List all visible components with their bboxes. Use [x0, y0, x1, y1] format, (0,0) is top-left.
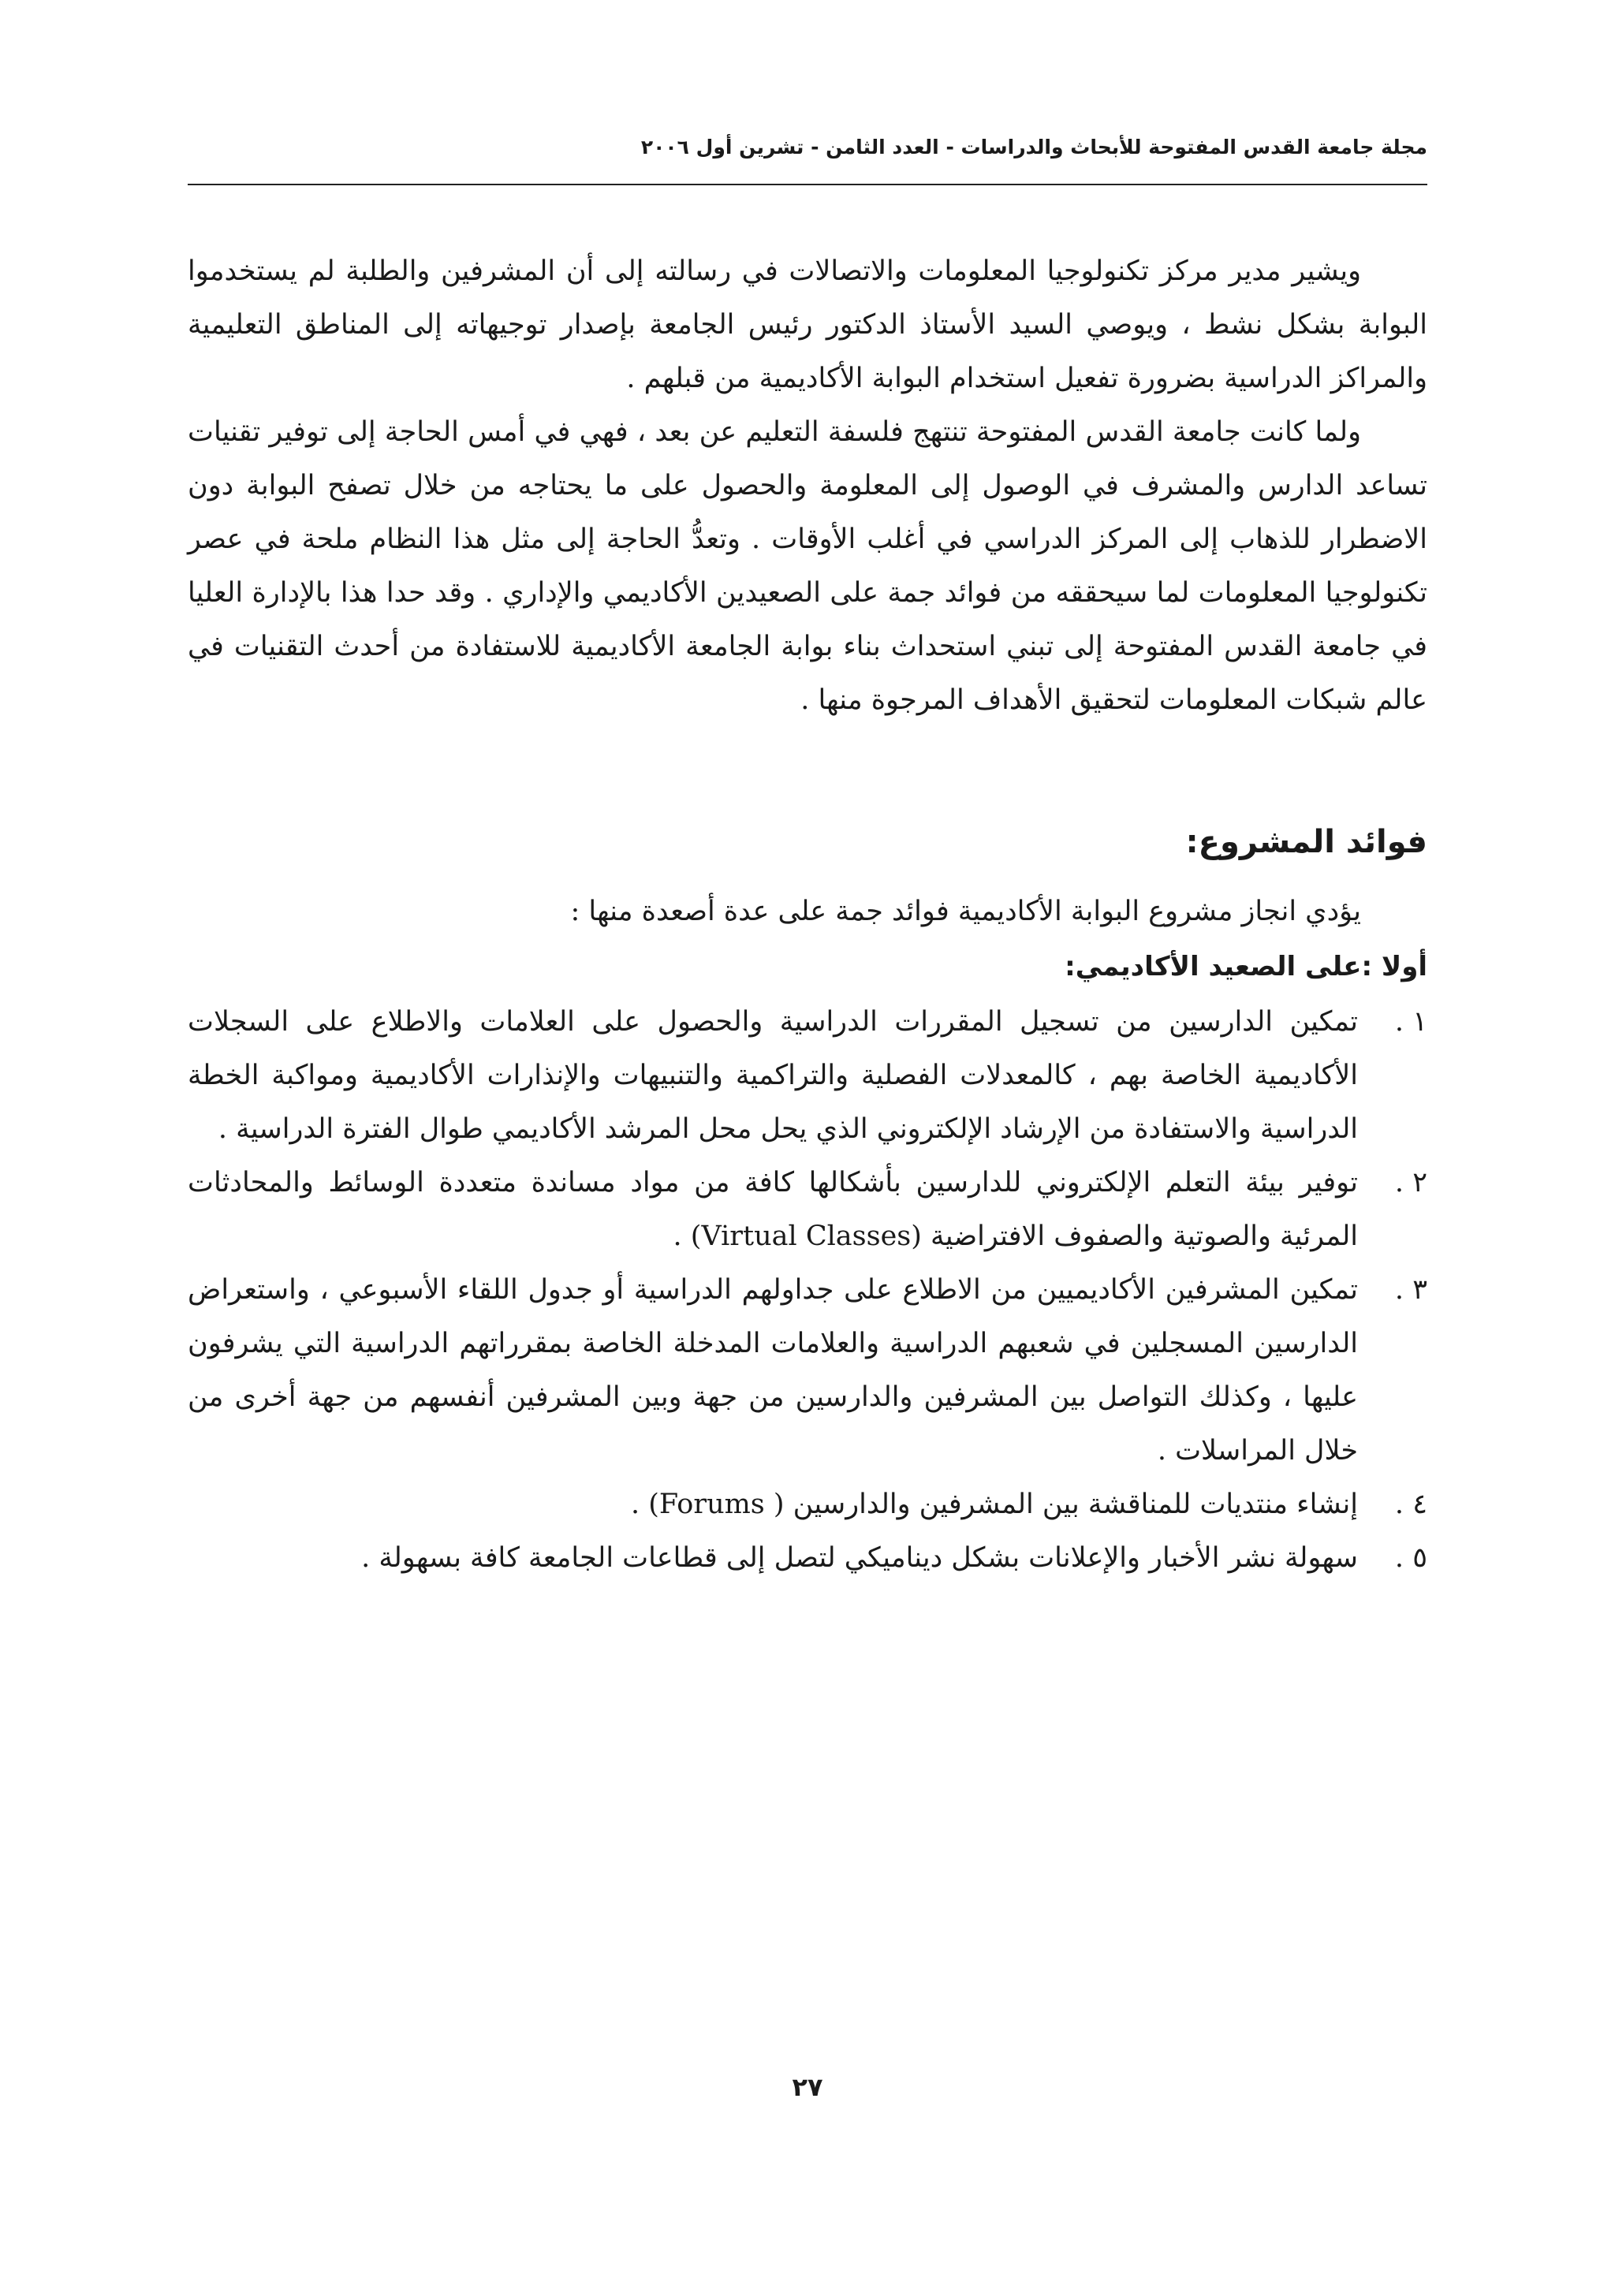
- list-item-number: ١ .: [1394, 1006, 1427, 1038]
- running-header: مجلة جامعة القدس المفتوحة للأبحاث والدراسات - العدد الثامن - تشرين أول ٢٠٠٦: [640, 136, 1427, 158]
- list-item-text: تمكين الدارسين من تسجيل المقررات الدراسية والحصول على العلامات والاطلاع على السجلات الأكاديمية الخاصة بهم ، كالمعدلات الفصلية والتراكمية والتنبيهات والإنذارات الأكاديمية ومواكبة الخطة الدراسية والاستفادة من الإرشاد الإلكتروني الذي يحل محل المرشد الأكاديمي طوال الفترة الدراسية .: [188, 1006, 1358, 1145]
- list-item-text: سهولة نشر الأخبار والإعلانات بشكل ديناميكي لتصل إلى قطاعات الجامعة كافة بسهولة .: [361, 1542, 1358, 1574]
- section-intro: يؤدي انجاز مشروع البوابة الأكاديمية فوائد جمة على عدة أصعدة منها :: [570, 896, 1361, 927]
- body-paragraph-1: ويشير مدير مركز تكنولوجيا المعلومات والاتصالات في رسالته إلى أن المشرفين والطلبة لم يستخدموا البوابة بشكل نشط ، ويوصي السيد الأستاذ الدكتور رئيس الجامعة بإصدار توجيهاته إلى المناطق التعليمية والمراكز الدراسية بضرورة تفعيل استخدام البوابة الأكاديمية من قبلهم .: [188, 255, 1427, 394]
- page-body: [188, 244, 1427, 1585]
- page-number: ٢٧: [792, 2072, 823, 2102]
- list-item-number: ٢ .: [1394, 1167, 1427, 1198]
- list-item: [188, 1531, 1427, 1585]
- section-title: فوائد المشروع:: [1185, 824, 1427, 860]
- list-item-number: ٥ .: [1394, 1542, 1427, 1574]
- list-item: [188, 995, 1427, 1156]
- benefits-list: [188, 995, 1427, 1585]
- body-paragraph-2: ولما كانت جامعة القدس المفتوحة تنتهج فلسفة التعليم عن بعد ، فهي في أمس الحاجة إلى توفير تقنيات تساعد الدارس والمشرف في الوصول إلى المعلومة والحصول على ما يحتاجه من خلال تصفح البوابة دون الاضطرار للذهاب إلى المركز الدراسي في أغلب الأوقات . وتعدُّ الحاجة إلى مثل هذا النظام ملحة في عصر تكنولوجيا المعلومات لما سيحققه من فوائد جمة على الصعيدين الأكاديمي والإداري . وقد حدا هذا بالإدارة العليا في جامعة القدس المفتوحة إلى تبني استحداث بناء بوابة الجامعة الأكاديمية للاستفادة من أحدث التقنيات في عالم شبكات المعلومات لتحقيق الأهداف المرجوة منها .: [188, 416, 1427, 716]
- list-item: [188, 1478, 1427, 1531]
- list-item-number: ٤ .: [1394, 1489, 1427, 1520]
- list-item-text: إنشاء منتديات للمناقشة بين المشرفين والدارسين ( Forums) .: [630, 1489, 1358, 1520]
- subheading-academic: أولا :على الصعيد الأكاديمي:: [1065, 951, 1427, 982]
- list-item-text: توفير بيئة التعلم الإلكتروني للدارسين بأشكالها كافة من مواد مساندة متعددة الوسائط والمحادثات المرئية والصوتية والصفوف الافتراضية (Virtual Classes) .: [188, 1167, 1358, 1252]
- list-item: [188, 1263, 1427, 1478]
- list-item: [188, 1156, 1427, 1263]
- list-item-text: تمكين المشرفين الأكاديميين من الاطلاع على جداولهم الدراسية أو جدول اللقاء الأسبوعي ، واستعراض الدارسين المسجلين في شعبهم الدراسية والعلامات المدخلة الخاصة بمقرراتهم الدراسية التي يشرفون عليها ، وكذلك التواصل بين المشرفين والدارسين من جهة وبين المشرفين أنفسهم من جهة أخرى من خلال المراسلات .: [188, 1274, 1358, 1467]
- list-item-number: ٣ .: [1394, 1274, 1427, 1306]
- header-divider: [188, 184, 1427, 185]
